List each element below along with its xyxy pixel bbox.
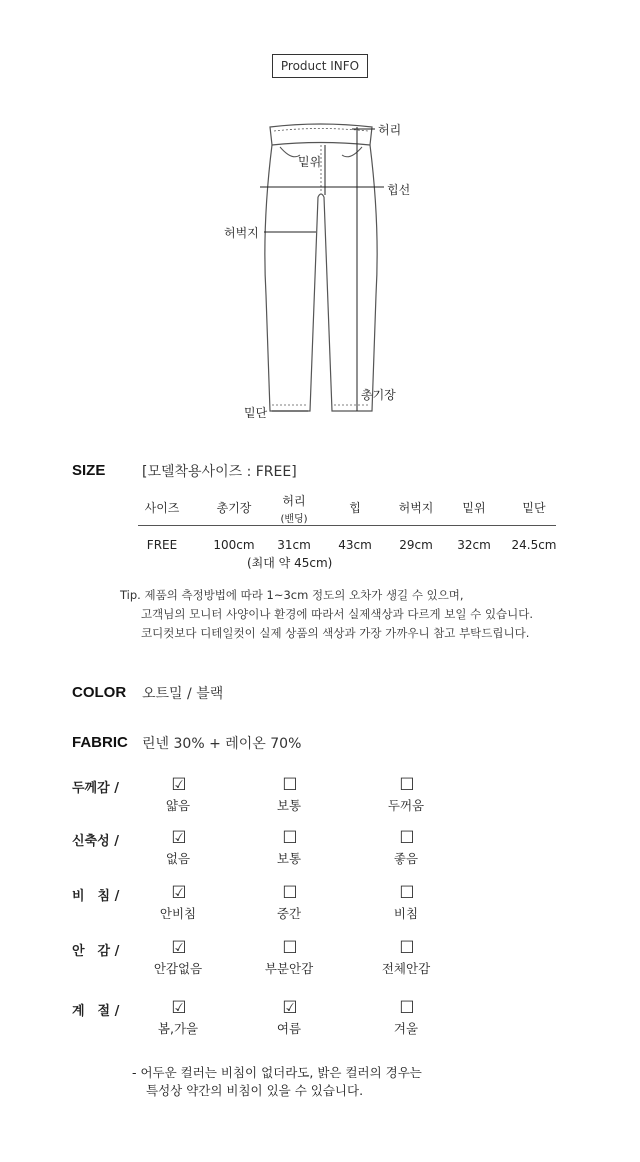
size-value-waist: 31cm [277,538,311,552]
size-table-divider [138,525,556,526]
unchecked-checkbox-icon: ☐ [282,775,298,795]
size-header-rise: 밑위 [462,501,486,515]
attribute-option-label: 좋음 [393,851,419,866]
size-waist-max: (최대 약 45cm) [247,556,333,570]
unchecked-checkbox-icon: ☐ [399,883,415,903]
attribute-option-label: 중간 [276,906,302,921]
size-value-hem: 24.5cm [511,538,557,552]
attribute-option-label: 전체안감 [381,961,431,976]
color-section-title: COLOR [72,684,127,701]
unchecked-checkbox-icon: ☐ [282,883,298,903]
size-value-thigh: 29cm [399,538,433,552]
attribute-option-label: 두꺼움 [387,798,425,813]
attribute-option-label: 봄,가을 [157,1021,199,1036]
unchecked-checkbox-icon: ☐ [399,775,415,795]
attribute-option-label: 부분안감 [264,961,314,976]
attribute-option-label: 안감없음 [153,961,203,976]
size-header-hem: 밑단 [522,501,546,515]
size-header-thigh: 허벅지 [398,501,434,515]
tip-line-3: 코디컷보다 디테일컷이 실제 상품의 색상과 가장 가까우니 참고 부탁드립니다. [141,626,530,640]
attribute-label: 안 감 / [72,944,120,959]
attribute-label: 두께감 / [72,781,119,796]
unchecked-checkbox-icon: ☐ [282,938,298,958]
color-value: 오트밀 / 블랙 [142,686,224,702]
attribute-option-label: 여름 [276,1021,302,1036]
attribute-label: 계 절 / [72,1004,120,1019]
attribute-label: 비 침 / [72,889,120,904]
attribute-option-label: 비침 [393,906,419,921]
diagram-label-rise: 밑위 [298,155,322,169]
size-header-hip: 힙 [349,501,361,515]
fabric-value: 린넨 30% + 레이온 70% [142,736,302,752]
tip-line-2: 고객님의 모니터 사양이나 환경에 따라서 실제색상과 다르게 보일 수 있습니다. [141,607,534,621]
diagram-label-thigh: 허벅지 [224,226,259,240]
diagram-label-total-length: 총기장 [361,388,396,402]
fabric-section-title: FABRIC [72,734,128,751]
tip-line-1: Tip. 제품의 측정방법에 따라 1~3cm 정도의 오차가 생길 수 있으며, [120,588,464,602]
checked-checkbox-icon: ☑ [171,775,187,795]
unchecked-checkbox-icon: ☐ [399,938,415,958]
size-value-length: 100cm [213,538,255,552]
size-header-waist-sub: (밴딩) [280,514,308,525]
attribute-option-label: 없음 [165,851,191,866]
diagram-label-hip-line: 힙선 [387,183,411,197]
size-value-size: FREE [146,538,178,552]
size-header-size: 사이즈 [144,501,180,515]
unchecked-checkbox-icon: ☐ [282,828,298,848]
size-value-rise: 32cm [457,538,491,552]
model-size-note: [모델착용사이즈 : FREE] [142,464,297,480]
size-section-title: SIZE [72,462,106,479]
size-value-hip: 43cm [338,538,372,552]
unchecked-checkbox-icon: ☐ [399,828,415,848]
checked-checkbox-icon: ☑ [171,998,187,1018]
checked-checkbox-icon: ☑ [171,828,187,848]
diagram-label-hem: 밑단 [244,406,268,420]
checked-checkbox-icon: ☑ [171,883,187,903]
attribute-option-label: 겨울 [393,1021,419,1036]
attribute-option-label: 보통 [276,798,302,813]
diagram-label-waist: 허리 [378,123,402,137]
attribute-label: 신축성 / [72,834,119,849]
size-header-waist: 허리 [282,494,306,508]
size-header-length: 총기장 [216,501,252,515]
attribute-option-label: 안비침 [159,906,197,921]
checked-checkbox-icon: ☑ [171,938,187,958]
footnote-line-2: 특성상 약간의 비침이 있을 수 있습니다. [146,1083,364,1098]
attribute-option-label: 얇음 [165,798,191,813]
footnote-line-1: - 어두운 컬러는 비침이 없더라도, 밝은 컬러의 경우는 [132,1065,422,1080]
product-info-header: Product INFO [272,54,368,78]
checked-checkbox-icon: ☑ [282,998,298,1018]
attribute-option-label: 보통 [276,851,302,866]
unchecked-checkbox-icon: ☐ [399,998,415,1018]
